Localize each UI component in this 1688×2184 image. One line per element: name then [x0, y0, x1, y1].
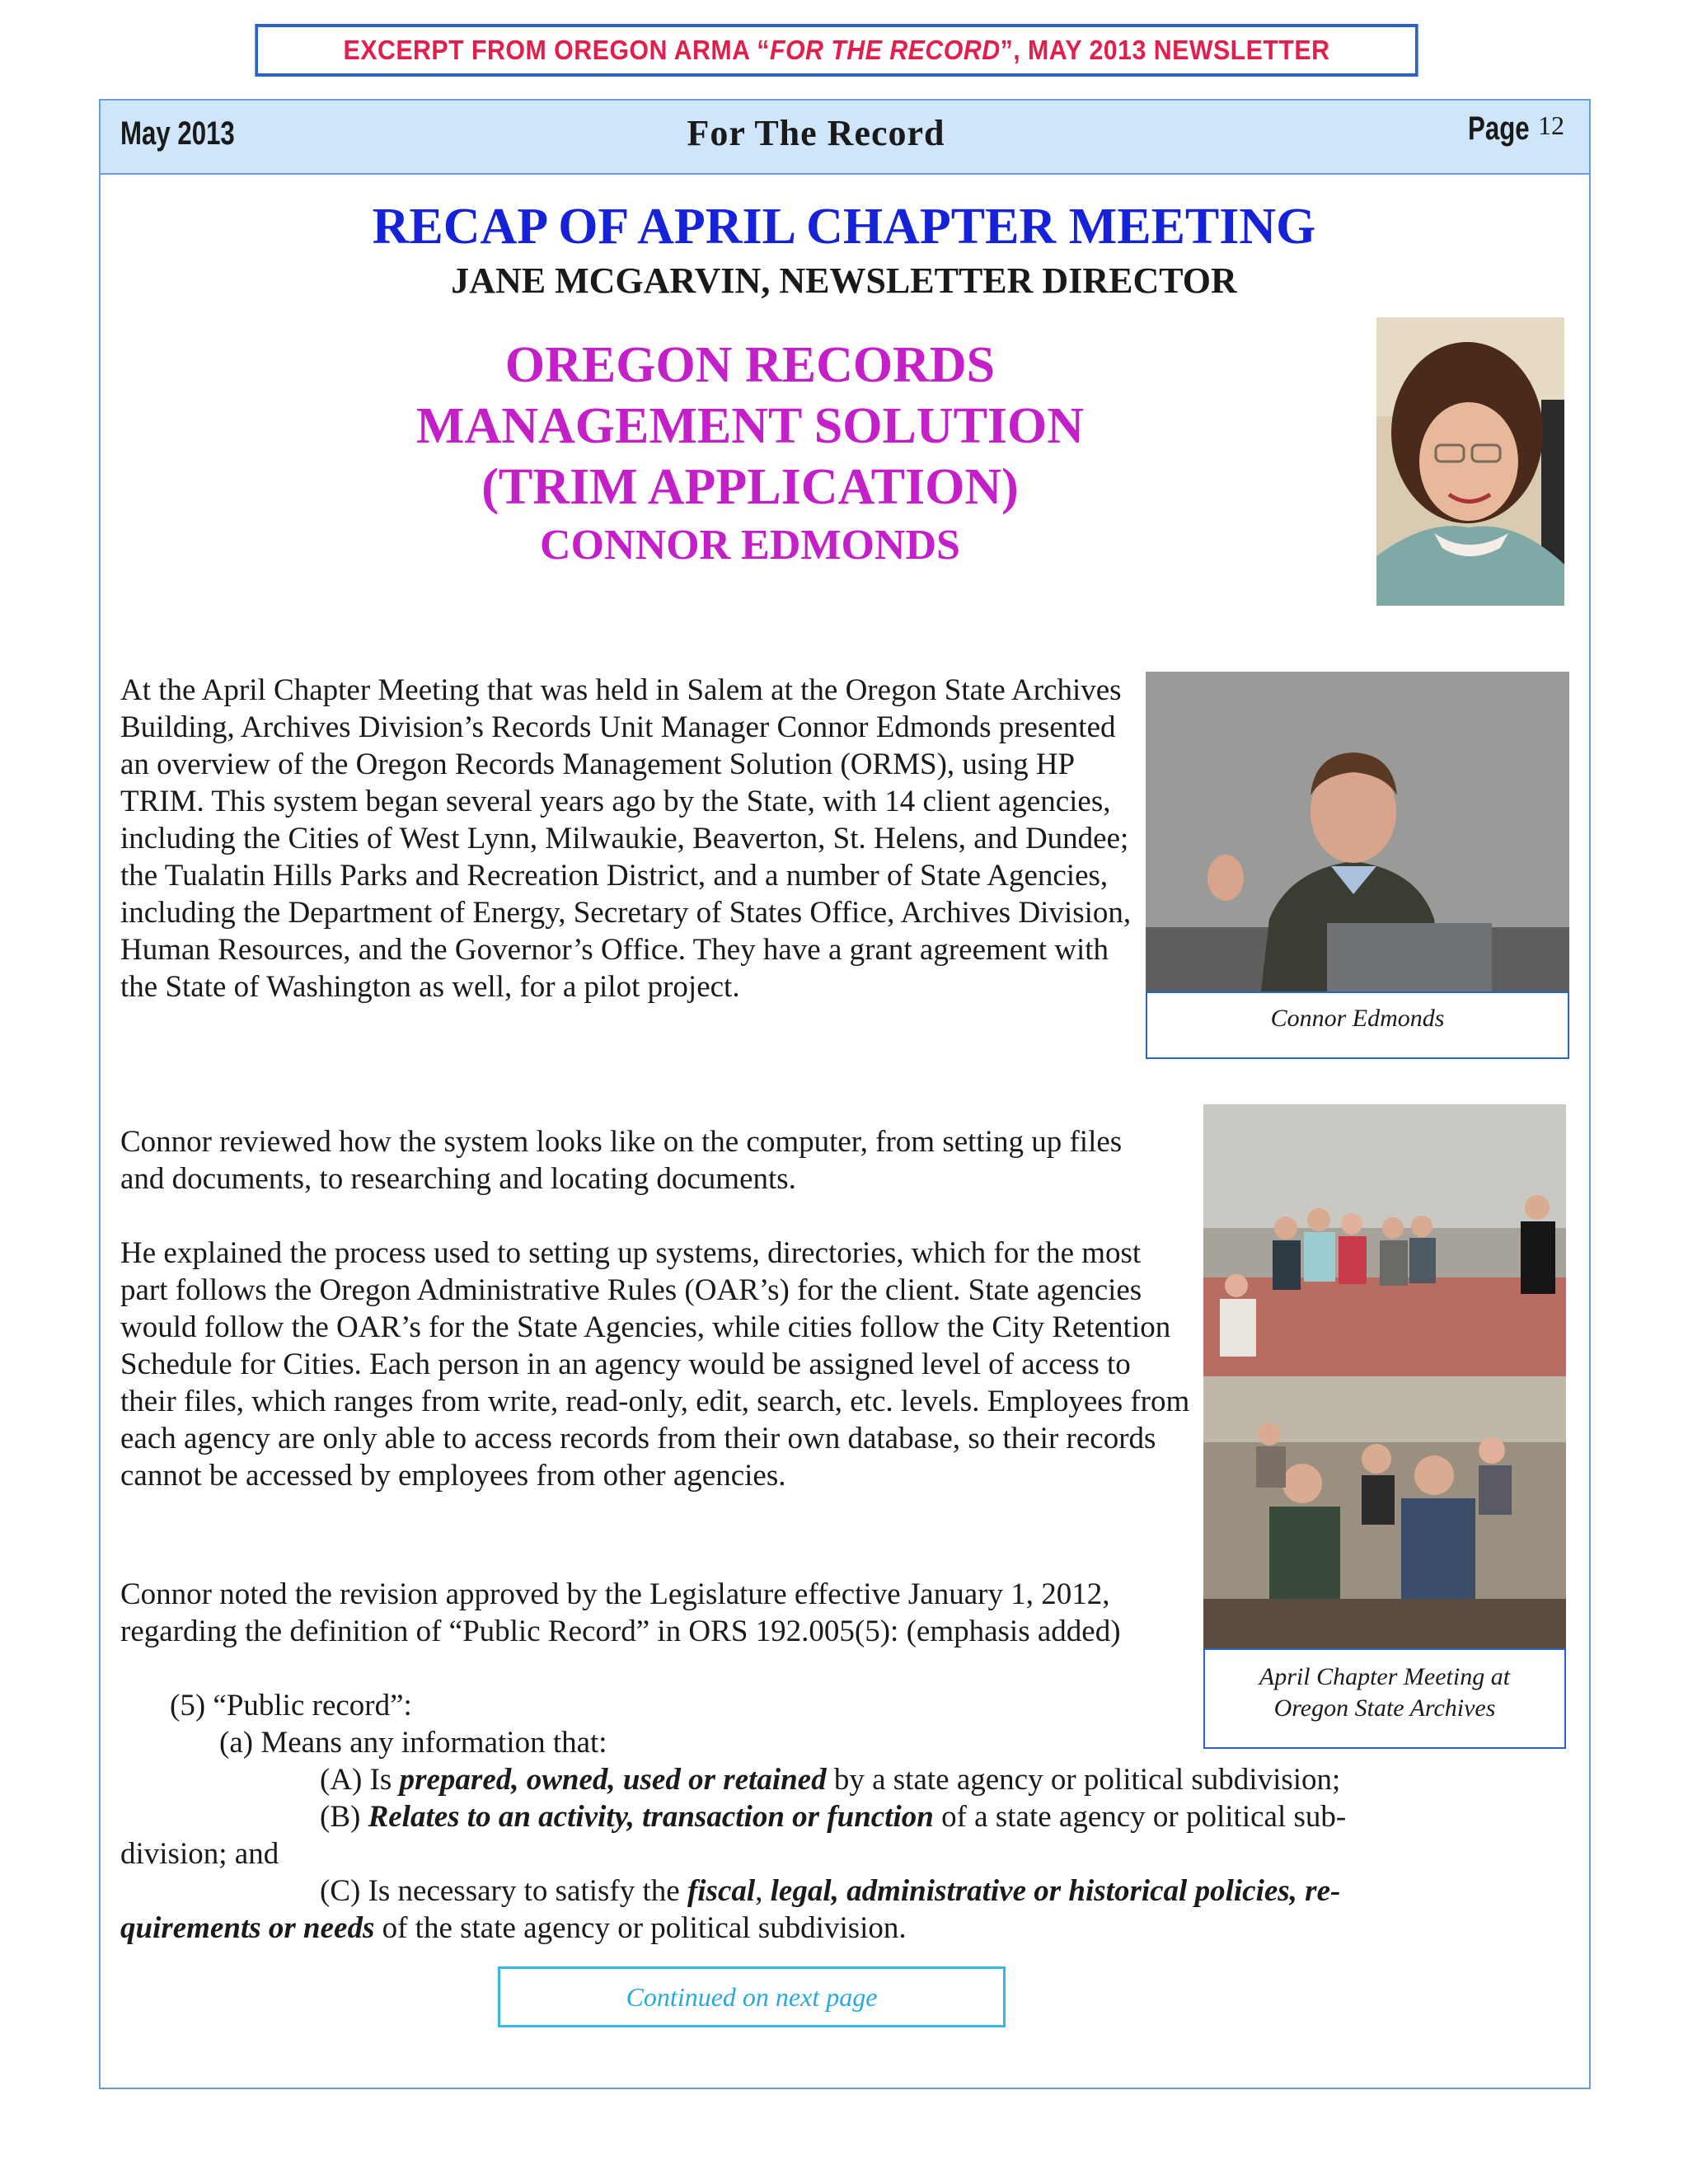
paragraph-3: He explained the process used to setting up systems, directories, which for the most part follows the Oregon Administrative Rules (OAR’s) for the client. State agencies would follow the OAR’s for the State Agencies, while cities follow the City Retention Schedule for Cities. Each person in an agency would be assigned level of access to their files, which ranges from write, read-only, edit, search, etc. levels. Employees from each agency are only able to access records from their own database, so their records cannot be accessed by employees from other agencies.: [120, 1236, 1190, 1493]
subtitle-line-3: (TRIM APPLICATION): [481, 459, 1019, 515]
newsletter-header: [101, 101, 1589, 175]
subtitle-line-4: CONNOR EDMONDS: [540, 522, 960, 569]
definition-A-emphasis: prepared, owned, used or retained: [399, 1763, 827, 1797]
definition-C-emphasis-2: legal, administrative or historical policies, re-: [770, 1874, 1341, 1908]
continued-text: Continued on next page: [626, 1981, 878, 2012]
connor-caption-text: Connor Edmonds: [1270, 1005, 1445, 1032]
definition-5: (5) “Public record”:: [170, 1689, 412, 1722]
banner-newsletter-title: FOR THE RECORD: [769, 35, 1001, 65]
definition-a: (a) Means any information that:: [219, 1726, 607, 1760]
meeting-caption-line-1: April Chapter Meeting at: [1259, 1663, 1511, 1690]
definition-B-emphasis: Relates to an activity, transaction or function: [368, 1800, 934, 1834]
header-page-label: Page: [1468, 110, 1530, 148]
connor-caption: [1146, 991, 1569, 1059]
banner-suffix: ”, MAY 2013 NEWSLETTER: [1000, 35, 1330, 65]
definition-B: [320, 1798, 1346, 1835]
subtitle-line-2: MANAGEMENT SOLUTION: [415, 398, 1085, 454]
definition-C-emphasis-3: quirements or needs: [120, 1911, 375, 1945]
meeting-caption-line-2: Oregon State Archives: [1273, 1694, 1496, 1722]
definition-A-prefix: (A) Is: [320, 1763, 400, 1797]
chapter-meeting-photo: [1203, 1104, 1566, 1648]
article-title: RECAP OF APRIL CHAPTER MEETING: [372, 199, 1316, 255]
meeting-caption: [1203, 1648, 1566, 1749]
definition-C: [320, 1872, 1340, 1910]
article-byline: JANE MCGARVIN, NEWSLETTER DIRECTOR: [451, 260, 1237, 301]
header-page: [1451, 110, 1564, 148]
definition-B-continued: division; and: [120, 1837, 279, 1871]
definition-A: [320, 1761, 1340, 1798]
header-page-number: 12: [1538, 110, 1564, 140]
definition-C-suffix: of the state agency or political subdivision.: [374, 1911, 907, 1945]
excerpt-banner: [255, 24, 1418, 77]
paragraph-2: Connor reviewed how the system looks like on the computer, from setting up files and documents, to researching and locating documents.: [120, 1125, 1123, 1196]
definition-C-continued: [120, 1910, 907, 1947]
definition-B-prefix: (B): [320, 1800, 368, 1834]
paragraph-4: Connor noted the revision approved by the Legislature effective January 1, 2012, regarding the definition of “Public Record” in ORS 192.005(5): (emphasis added): [120, 1577, 1121, 1648]
banner-prefix: EXCERPT FROM OREGON ARMA “: [343, 35, 770, 65]
definition-B-suffix: of a state agency or political sub-: [933, 1800, 1347, 1834]
definition-C-comma: ,: [755, 1874, 771, 1908]
header-title: For The Record: [687, 113, 945, 153]
paragraph-1: At the April Chapter Meeting that was held in Salem at the Oregon State Archives Building, Archives Division’s Records Unit Manager Connor Edmonds presented an overview of the Oregon Records Management Solution (ORMS), using HP TRIM. This system began several years ago by the State, with 14 client agencies, including the Cities of West Lynn, Milwaukie, Beaverton, St. Helens, and Dundee; the Tualatin Hills Parks and Recreation District, and a number of State Agencies, including the Department of Energy, Secretary of States Office, Archives Division, Human Resources, and the Governor’s Office. They have a grant agreement with the State of Washington as well, for a pilot project.: [120, 673, 1132, 1004]
definition-C-prefix: (C) Is necessary to satisfy the: [320, 1874, 687, 1908]
definition-A-suffix: by a state agency or political subdivision;: [826, 1763, 1341, 1797]
connor-edmonds-photo: [1146, 672, 1569, 991]
author-photo: [1376, 317, 1564, 606]
header-date: May 2013: [120, 115, 235, 152]
definition-C-emphasis-1: fiscal: [687, 1874, 756, 1908]
subtitle-line-1: OREGON RECORDS: [504, 337, 996, 393]
continued-next-page-link[interactable]: [498, 1966, 1006, 2027]
